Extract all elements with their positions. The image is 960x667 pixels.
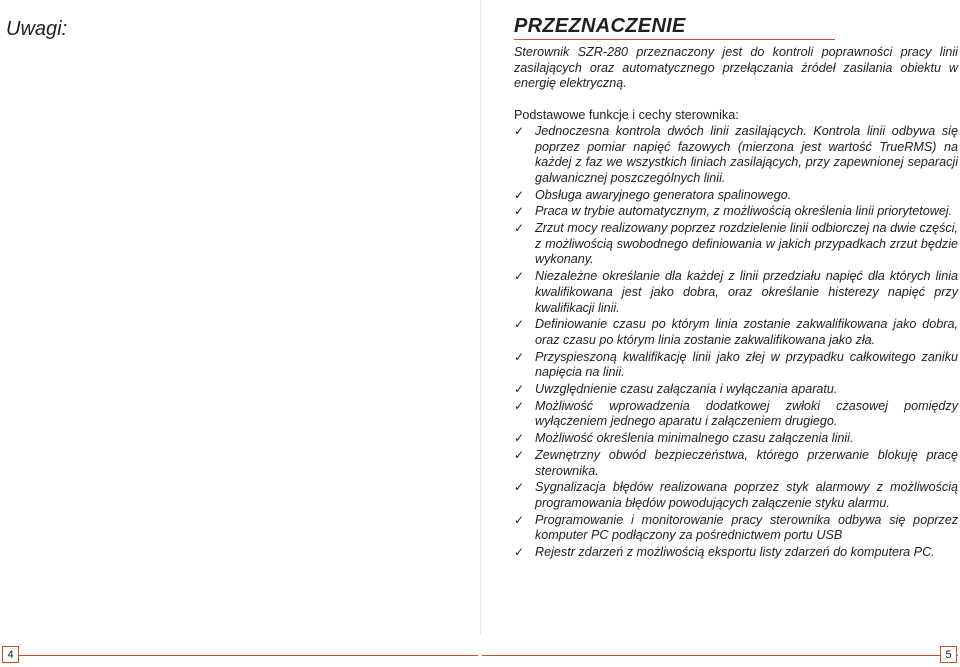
check-icon: ✓: [514, 480, 525, 495]
right-page-content: [514, 13, 958, 561]
page-number-left: 4: [2, 646, 19, 663]
check-icon: ✓: [514, 431, 525, 446]
features-list: [514, 124, 958, 561]
footer-rule-left: [2, 655, 478, 656]
check-icon: ✓: [514, 545, 525, 560]
list-item: ✓ Obsługa awaryjnego generatora spalinowego.: [514, 187, 792, 202]
list-item: ✓ Programowanie i monitorowanie pracy sterownika odbywa się poprzez komputer PC podłączony za pośrednictwem portu USB: [514, 512, 958, 543]
check-icon: ✓: [514, 187, 525, 202]
list-item: ✓ Możliwość wprowadzenia dodatkowej zwłoki czasowej pomiędzy wyłączeniem jednego aparatu i załączeniem drugiego.: [514, 398, 958, 429]
notes-label: Uwagi:: [6, 18, 68, 40]
check-icon: ✓: [514, 382, 525, 397]
check-icon: ✓: [514, 349, 525, 364]
list-item: ✓ Uwzględnienie czasu załączania i wyłączania aparatu.: [514, 382, 838, 397]
check-icon: ✓: [514, 123, 525, 138]
title-underline: [514, 39, 835, 40]
footer-rule-right: [482, 655, 958, 656]
list-item: ✓ Zewnętrzny obwód bezpieczeństwa, którego przerwanie blokuję pracę sterownika.: [514, 447, 958, 478]
check-icon: ✓: [514, 398, 525, 413]
features-heading: Podstawowe funkcje i cechy sterownika:: [514, 108, 739, 123]
check-icon: ✓: [514, 512, 525, 527]
check-icon: ✓: [514, 221, 525, 236]
check-icon: ✓: [514, 204, 525, 219]
page-divider: [480, 0, 481, 634]
list-item: ✓ Praca w trybie automatycznym, z możliwością określenia linii priorytetowej.: [514, 204, 953, 219]
list-item: ✓ Jednoczesna kontrola dwóch linii zasilających. Kontrola linii odbywa się poprzez pomiar napięć fazowych (mierzona jest wartość TrueRMS) na każdej z faz we wszystkich liniach zasilających, przy zapewnionej separacji galwanicznej poszczególnych linii.: [514, 123, 958, 185]
page-number-right: 5: [940, 646, 957, 663]
list-item: ✓ Niezależne określanie dla każdej z linii przedziału napięć dla których linia kwalifikowana jest jako dobra, oraz określanie histerezy napięć przy kwalifikacji linii.: [514, 269, 958, 315]
list-item: ✓ Zrzut mocy realizowany poprzez rozdzielenie linii odbiorczej na dwie części, z możliwością swobodnego definiowania w jakich przypadkach zrzut będzie wykonany.: [514, 221, 958, 267]
list-item: ✓ Możliwość określenia minimalnego czasu załączenia linii.: [514, 431, 854, 446]
intro-paragraph: Sterownik SZR-280 przeznaczony jest do kontroli poprawności pracy linii zasilających oraz automatycznego przełączania źródeł zasilania obiektu w energię elektryczną.: [514, 45, 958, 91]
check-icon: ✓: [514, 269, 525, 284]
list-item: ✓ Rejestr zdarzeń z możliwością eksportu listy zdarzeń do komputera PC.: [514, 545, 935, 560]
check-icon: ✓: [514, 447, 525, 462]
check-icon: ✓: [514, 317, 525, 332]
list-item: ✓ Definiowanie czasu po którym linia zostanie zakwalifikowana jako dobra, oraz czasu po którym linia zostanie zakwalifikowana jako zła.: [514, 317, 958, 347]
list-item: ✓ Przyspieszoną kwalifikację linii jako złej w przypadku całkowitego zaniku napięcia na linii.: [514, 349, 958, 380]
page-title: PRZEZNACZENIE: [514, 15, 686, 37]
list-item: ✓ Sygnalizacja błędów realizowana poprzez styk alarmowy z możliwością programowania błędów powodujących załączenie styku alarmu.: [514, 480, 958, 510]
